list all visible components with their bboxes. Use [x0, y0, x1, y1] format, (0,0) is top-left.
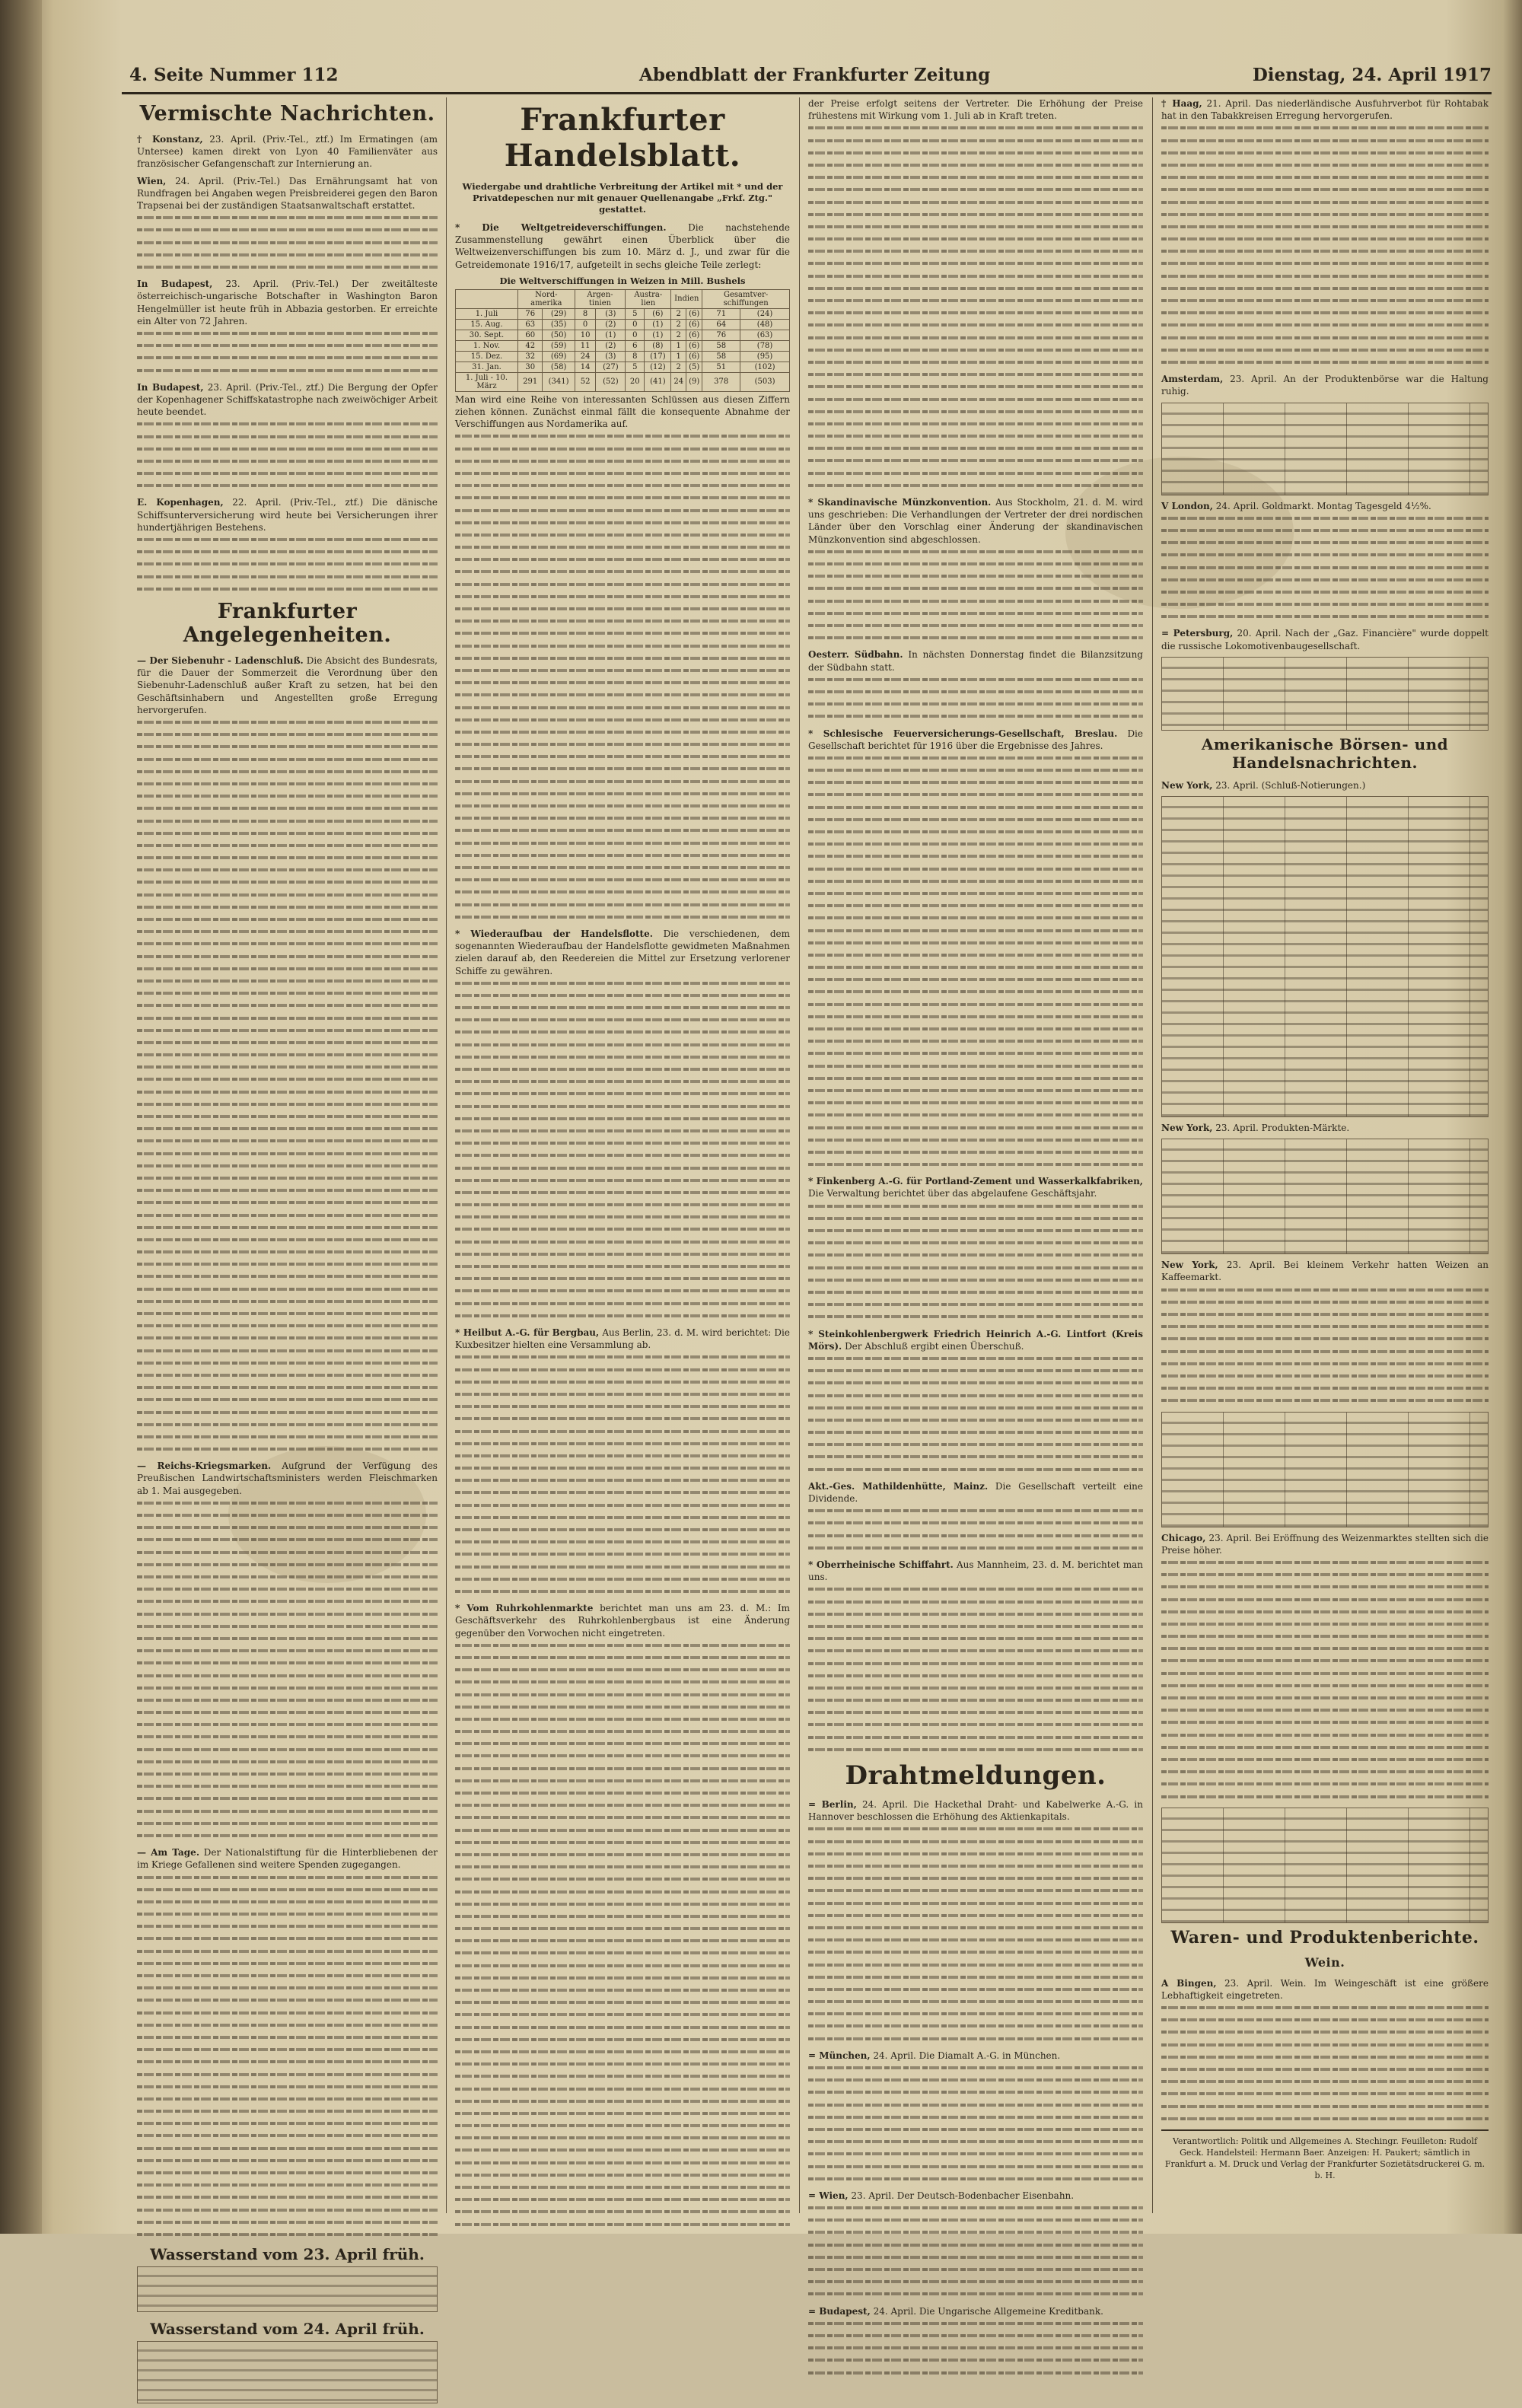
- table-row: [456, 330, 790, 340]
- table-cell: (9): [686, 372, 702, 391]
- text-lines: [455, 1355, 790, 1593]
- table-cell: (341): [543, 372, 575, 391]
- table-header-row: [456, 289, 790, 308]
- imprint: Verantwortlich: Politik und Allgemeines A. Stechingr. Feuilleton: Rudolf Geck. Handelsteil: Hermann Baer. Anzeigen: H. Paukert; sämtlich in Frankfurt a. M. Druck und Verlag der Frankfurter Sozietätsdruckerei G. m. b. H.: [1161, 2129, 1489, 2181]
- table-cell: (1): [596, 330, 626, 340]
- article-suedbahn: Oesterr. Südbahn. In nächsten Donnerstag findet die Bilanzsitzung der Südbahn statt.: [808, 649, 1143, 673]
- article-commentary: Man wird eine Reihe von interessanten Schlüssen aus diesen Ziffern ziehen können. Zunächst einmal fällt die konsequente Abnahme der Verschiffungen aus Nordamerika auf.: [455, 393, 790, 430]
- table-cell: (41): [645, 372, 671, 391]
- article-handelsflotte: * Wiederaufbau der Handelsflotte. Die verschiedenen, dem sogenannten Wiederaufbau der Handelsflotte gewidmeten Maßnahmen zielen darauf ab, den Reedereien die Mittel zur Ersetzung verlorener Schiffe zu gewähren.: [455, 928, 790, 976]
- column-1: [137, 97, 438, 2408]
- article-budapest-3: = Budapest, 24. April. Die Ungarische Allgemeine Kreditbank.: [808, 2305, 1103, 2317]
- article-muenchen: = München, 24. April. Die Diamalt A.-G. in München.: [808, 2050, 1061, 2061]
- table-cell: (24): [740, 308, 790, 319]
- table-cell: 20: [626, 372, 645, 391]
- table-cell: (1): [645, 330, 671, 340]
- article-newyork: New York, 23. April. (Schluß-Notierungen.): [1161, 779, 1366, 791]
- grain-table-chicago: [1161, 1808, 1489, 1923]
- table-cell: 51: [702, 362, 740, 372]
- table-cell: 15. Dez.: [456, 351, 518, 362]
- table-row: [456, 351, 790, 362]
- column-2: [455, 97, 790, 2235]
- table-cell: (6): [686, 319, 702, 330]
- table-cell: (95): [740, 351, 790, 362]
- table-cell: (3): [596, 308, 626, 319]
- text-lines: [137, 332, 438, 372]
- table-cell: (17): [645, 351, 671, 362]
- table-cell: 30: [517, 362, 543, 372]
- table-cell: 0: [626, 330, 645, 340]
- table-header-cell: Nord-amerika: [517, 289, 575, 308]
- column-rule: [446, 97, 447, 2213]
- text-lines: [137, 1876, 438, 2236]
- table-cell: 76: [702, 330, 740, 340]
- table-cell: 14: [575, 362, 596, 372]
- produce-table-newyork: [1161, 1139, 1489, 1254]
- article-kriegsmarken: — Reichs-Kriegsmarken. Aufgrund der Verfügung des Preußischen Landwirtschaftsministers werden Fleischmarken ab 1. Mai ausgegeben.: [137, 1460, 438, 1496]
- table-cell: 64: [702, 319, 740, 330]
- article-berlin: = Berlin, 24. April. Die Hackethal Draht- und Kabelwerke A.-G. in Hannover beschlossen die Erhöhung des Aktienkapitals.: [808, 1799, 1143, 1823]
- text-lines: [808, 1357, 1143, 1471]
- section-heading-frankfurter: Frankfurter Angelegenheiten.: [183, 600, 392, 647]
- table-cell: 63: [517, 319, 543, 330]
- table-cell: (3): [596, 351, 626, 362]
- table-cell: 5: [626, 308, 645, 319]
- text-lines: [808, 550, 1143, 639]
- table-cell: (52): [596, 372, 626, 391]
- table-header-cell: [456, 289, 518, 308]
- article-muenzkonvention: * Skandinavische Münzkonvention. Aus Stockholm, 21. d. M. wird uns geschrieben: Die Verhandlungen der Vertreter der drei nordischen Länder über den Vorschlag einer Änderung der skandinavischen Münzkonvention sind abgeschlossen.: [808, 497, 1143, 545]
- wheat-shipments-table: [455, 289, 790, 392]
- table-cell: 8: [575, 308, 596, 319]
- text-lines: [455, 982, 790, 1317]
- water-level-table-1: [137, 2266, 438, 2312]
- table-cell: 8: [626, 351, 645, 362]
- table-cell: 5: [626, 362, 645, 372]
- text-lines: [1161, 126, 1489, 364]
- section-heading-handelsblatt: Frankfurter Handelsblatt.: [504, 102, 741, 174]
- article-heilbut: * Heilbut A.-G. für Bergbau, Aus Berlin, 23. d. M. wird berichtet: Die Kuxbesitzer hielten eine Versammlung ab.: [455, 1327, 790, 1351]
- table-cell: 58: [702, 340, 740, 351]
- article-petersburg: = Petersburg, 20. April. Nach der „Gaz. Financière" wurde doppelt die russische Lokomotivenbaugesellschaft.: [1161, 628, 1489, 651]
- text-lines: [137, 538, 438, 591]
- column-rule: [799, 97, 800, 2213]
- table-cell: (69): [543, 351, 575, 362]
- table-caption: Die Weltverschiffungen in Weizen in Mill. Bushels: [499, 275, 746, 286]
- table-header-cell: Indien: [671, 289, 702, 308]
- table-cell: 10: [575, 330, 596, 340]
- table-cell: 31. Jan.: [456, 362, 518, 372]
- price-table-amsterdam: [1161, 403, 1489, 495]
- table-cell: 60: [517, 330, 543, 340]
- article-konstanz: † Konstanz, 23. April. (Priv.-Tel., ztf.) Im Ermatingen (am Untersee) kamen direkt von Lyon 40 Familienväter aus französischer Gefangenschaft zur Internierung an.: [137, 134, 438, 170]
- table-row: [456, 340, 790, 351]
- article-friedrich-heinrich: * Steinkohlenbergwerk Friedrich Heinrich A.-G. Lintfort (Kreis Mörs). Der Abschluß ergibt einen Überschuß.: [808, 1328, 1143, 1352]
- subheading-wein: Wein.: [1304, 1954, 1345, 1970]
- table-cell: (12): [645, 362, 671, 372]
- article-feuerversicherung: * Schlesische Feuerversicherungs-Gesellschaft, Breslau. Die Gesellschaft berichtet für 1916 über die Ergebnisse des Jahres.: [808, 728, 1143, 751]
- water-level-table-2: [137, 2341, 438, 2403]
- table-cell: (6): [686, 330, 702, 340]
- column-rule: [1152, 97, 1153, 2213]
- article-newyork-produkten: New York, 23. April. Produkten-Märkte.: [1161, 1123, 1350, 1134]
- table-cell: 15. Aug.: [456, 319, 518, 330]
- text-lines: [137, 216, 438, 269]
- table-cell: 52: [575, 372, 596, 391]
- table-cell: 1: [671, 340, 686, 351]
- table-cell: 58: [702, 351, 740, 362]
- text-lines: [808, 1588, 1143, 1750]
- text-lines: [1161, 517, 1489, 619]
- article-continuation: der Preise erfolgt seitens der Vertreter. Die Erhöhung der Preise frühestens mit Wirkung vom 1. Juli ab in Kraft treten.: [808, 98, 1143, 122]
- page-number: 4. Seite Nummer 112: [129, 65, 339, 85]
- article-schiffahrt: * Oberrheinische Schiffahrt. Aus Mannheim, 23. d. M. berichtet man uns.: [808, 1559, 1143, 1583]
- table-cell: 1: [671, 351, 686, 362]
- table-cell: (50): [543, 330, 575, 340]
- text-lines: [455, 1644, 790, 2226]
- column-4: [1161, 97, 1489, 2181]
- issue-date: Dienstag, 24. April 1917: [1252, 65, 1492, 85]
- stock-table-newyork: [1161, 796, 1489, 1117]
- page-gutter: [0, 0, 42, 2234]
- table-cell: (59): [543, 340, 575, 351]
- article-wien: Wien, 24. April. (Priv.-Tel.) Das Ernährungsamt hat von Rundfragen bei Angaben wegen Preisbreiderei gegen den Baron Trapsenai bei der zuständigen Staatsanwaltschaft erstattet.: [137, 175, 438, 212]
- table-header-cell: Argen-tinien: [575, 289, 626, 308]
- table-cell: (78): [740, 340, 790, 351]
- table-cell: 2: [671, 362, 686, 372]
- table-cell: (503): [740, 372, 790, 391]
- article-kopenhagen: E. Kopenhagen, 22. April. (Priv.-Tel., ztf.) Die dänische Schiffsunterversicherung wird heute bei Versicherungen ihrer hundertjährigen Bestehens.: [137, 497, 438, 533]
- table-cell: (6): [645, 308, 671, 319]
- table-cell: 1. Juli - 10. März: [456, 372, 518, 391]
- text-lines: [1161, 1561, 1489, 1798]
- text-lines: [808, 2066, 1143, 2180]
- table-cell: 1. Nov.: [456, 340, 518, 351]
- text-lines: [455, 435, 790, 918]
- table-cell: 2: [671, 319, 686, 330]
- text-lines: [808, 1205, 1143, 1319]
- article-finkenberg: * Finkenberg A.-G. für Portland-Zement und Wasserkalkfabriken, Die Verwaltung berichtet über das abgelaufene Geschäftsjahr.: [808, 1176, 1143, 1199]
- table-cell: 291: [517, 372, 543, 391]
- table-cell: 2: [671, 330, 686, 340]
- table-cell: (27): [596, 362, 626, 372]
- text-lines: [808, 126, 1143, 486]
- column-3: [808, 97, 1143, 2384]
- table-cell: 30. Sept.: [456, 330, 518, 340]
- water-level-heading-2: Wasserstand vom 24. April früh.: [150, 2320, 425, 2339]
- coffee-table: [1161, 1412, 1489, 1527]
- text-lines: [1161, 1288, 1489, 1403]
- table-cell: (29): [543, 308, 575, 319]
- article-newyork-kaffee: New York, 23. April. Bei kleinem Verkehr hatten Weizen an Kaffeemarkt.: [1161, 1260, 1489, 1283]
- table-header-cell: Austra-lien: [626, 289, 671, 308]
- page-header: [122, 65, 1492, 94]
- table-cell: 32: [517, 351, 543, 362]
- text-lines: [808, 1509, 1143, 1550]
- section-heading-waren: Waren- und Produktenberichte.: [1170, 1927, 1479, 1948]
- article-budapest-2: In Budapest, 23. April. (Priv.-Tel., ztf.) Die Bergung der Opfer der Kopenhagener Schiffskatastrophe nach zweiwöchiger Arbeit heute beendet.: [137, 381, 438, 418]
- article-mathildenhuette: Akt.-Ges. Mathildenhütte, Mainz. Die Gesellschaft verteilt eine Dividende.: [808, 1480, 1143, 1505]
- table-cell: 24: [671, 372, 686, 391]
- article-weltgetreide: * Die Weltgetreideverschiffungen. Die nachstehende Zusammenstellung gewährt einen Überblick über die Weltweizenverschiffungen bis zum 10. März d. J., und zwar für die Getreidemonate 1916/17, aufgeteilt in sechs gleiche Teile zerlegt:: [455, 222, 790, 270]
- article-chicago: Chicago, 23. April. Bei Eröffnung des Weizenmarktes stellten sich die Preise höher.: [1161, 1532, 1489, 1556]
- text-lines: [808, 1827, 1143, 2040]
- table-cell: 0: [575, 319, 596, 330]
- table-cell: (6): [686, 308, 702, 319]
- text-lines: [137, 1502, 438, 1837]
- article-ladenschluss: — Der Siebenuhr - Ladenschluß. Die Absicht des Bundesrats, für die Dauer der Sommerzeit die Verordnung über den Siebenuhr-Ladenschluß außer Kraft zu setzen, hat bei den Geschäftsinhabern und Angestellten große Erregung hervorgerufen.: [137, 655, 438, 715]
- article-wien-2: = Wien, 23. April. Der Deutsch-Bodenbacher Eisenbahn.: [808, 2190, 1075, 2201]
- table-cell: (2): [596, 319, 626, 330]
- table-cell: (8): [645, 340, 671, 351]
- table-cell: 0: [626, 319, 645, 330]
- table-cell: (35): [543, 319, 575, 330]
- table-cell: 24: [575, 351, 596, 362]
- article-bingen: A Bingen, 23. April. Wein. Im Weingeschäft ist eine größere Lebhaftigkeit eingetreten.: [1161, 1977, 1489, 2001]
- table-cell: 42: [517, 340, 543, 351]
- article-amsterdam: Amsterdam, 23. April. An der Produktenbörse war die Haltung ruhig.: [1161, 374, 1489, 397]
- article-london: V London, 24. April. Goldmarkt. Montag Tagesgeld 4½%.: [1161, 500, 1431, 511]
- section-heading-drahtmeldungen: Drahtmeldungen.: [845, 1760, 1106, 1792]
- table-cell: (2): [596, 340, 626, 351]
- reprint-notice: Wiedergabe und drahtliche Verbreitung der Artikel mit * und der Privatdepeschen nur mit genauer Quellenangabe „Frkf. Ztg." gestattet.: [462, 181, 783, 215]
- text-lines: [808, 2322, 1143, 2375]
- water-level-heading-1: Wasserstand vom 23. April früh.: [150, 2245, 425, 2264]
- table-row: [456, 319, 790, 330]
- section-heading-vermischte: Vermischte Nachrichten.: [139, 102, 435, 126]
- table-cell: (1): [645, 319, 671, 330]
- table-cell: 1. Juli: [456, 308, 518, 319]
- table-cell: (63): [740, 330, 790, 340]
- table-row: [456, 362, 790, 372]
- table-cell: 2: [671, 308, 686, 319]
- article-haag: † Haag, 21. April. Das niederländische Ausfuhrverbot für Rohtabak hat in den Tabakkreisen Erregung hervorgerufen.: [1161, 98, 1489, 122]
- section-heading-amerikanisch: Amerikanische Börsen- und Handelsnachrichten.: [1201, 734, 1449, 772]
- table-cell: 76: [517, 308, 543, 319]
- text-lines: [1161, 2006, 1489, 2120]
- table-cell: 71: [702, 308, 740, 319]
- table-row: [456, 372, 790, 391]
- text-lines: [808, 2206, 1143, 2295]
- text-lines: [808, 756, 1143, 1166]
- text-lines: [137, 422, 438, 487]
- text-lines: [137, 721, 438, 1451]
- article-budapest: In Budapest, 23. April. (Priv.-Tel.) Der zweitälteste österreichisch-ungarische Botschafter in Washington Baron Hengelmüller ist heute früh in Abbazia gestorben. Er erreichte ein Alter von 72 Jahren.: [137, 279, 438, 326]
- text-lines: [808, 678, 1143, 718]
- article-ruhrkohle: * Vom Ruhrkohlenmarkte berichtet man uns am 23. d. M.: Im Geschäftsverkehr des Ruhrkohlenbergbaus ist eine Änderung gegenüber den Vorwochen nicht eingetreten.: [455, 1603, 790, 1639]
- table-cell: (102): [740, 362, 790, 372]
- table-cell: 378: [702, 372, 740, 391]
- table-body: [456, 308, 790, 391]
- article-am-tage: — Am Tage. Der Nationalstiftung für die Hinterbliebenen der im Kriege Gefallenen sind weitere Spenden zugegangen.: [137, 1847, 438, 1871]
- table-header-cell: Gesamtver-schiffungen: [702, 289, 790, 308]
- table-row: [456, 308, 790, 319]
- table-cell: (58): [543, 362, 575, 372]
- table-cell: (6): [686, 340, 702, 351]
- table-cell: (6): [686, 351, 702, 362]
- table-cell: 6: [626, 340, 645, 351]
- table-cell: 11: [575, 340, 596, 351]
- price-table-petersburg: [1161, 657, 1489, 731]
- masthead: Abendblatt der Frankfurter Zeitung: [639, 65, 991, 85]
- table-cell: (5): [686, 362, 702, 372]
- table-cell: (48): [740, 319, 790, 330]
